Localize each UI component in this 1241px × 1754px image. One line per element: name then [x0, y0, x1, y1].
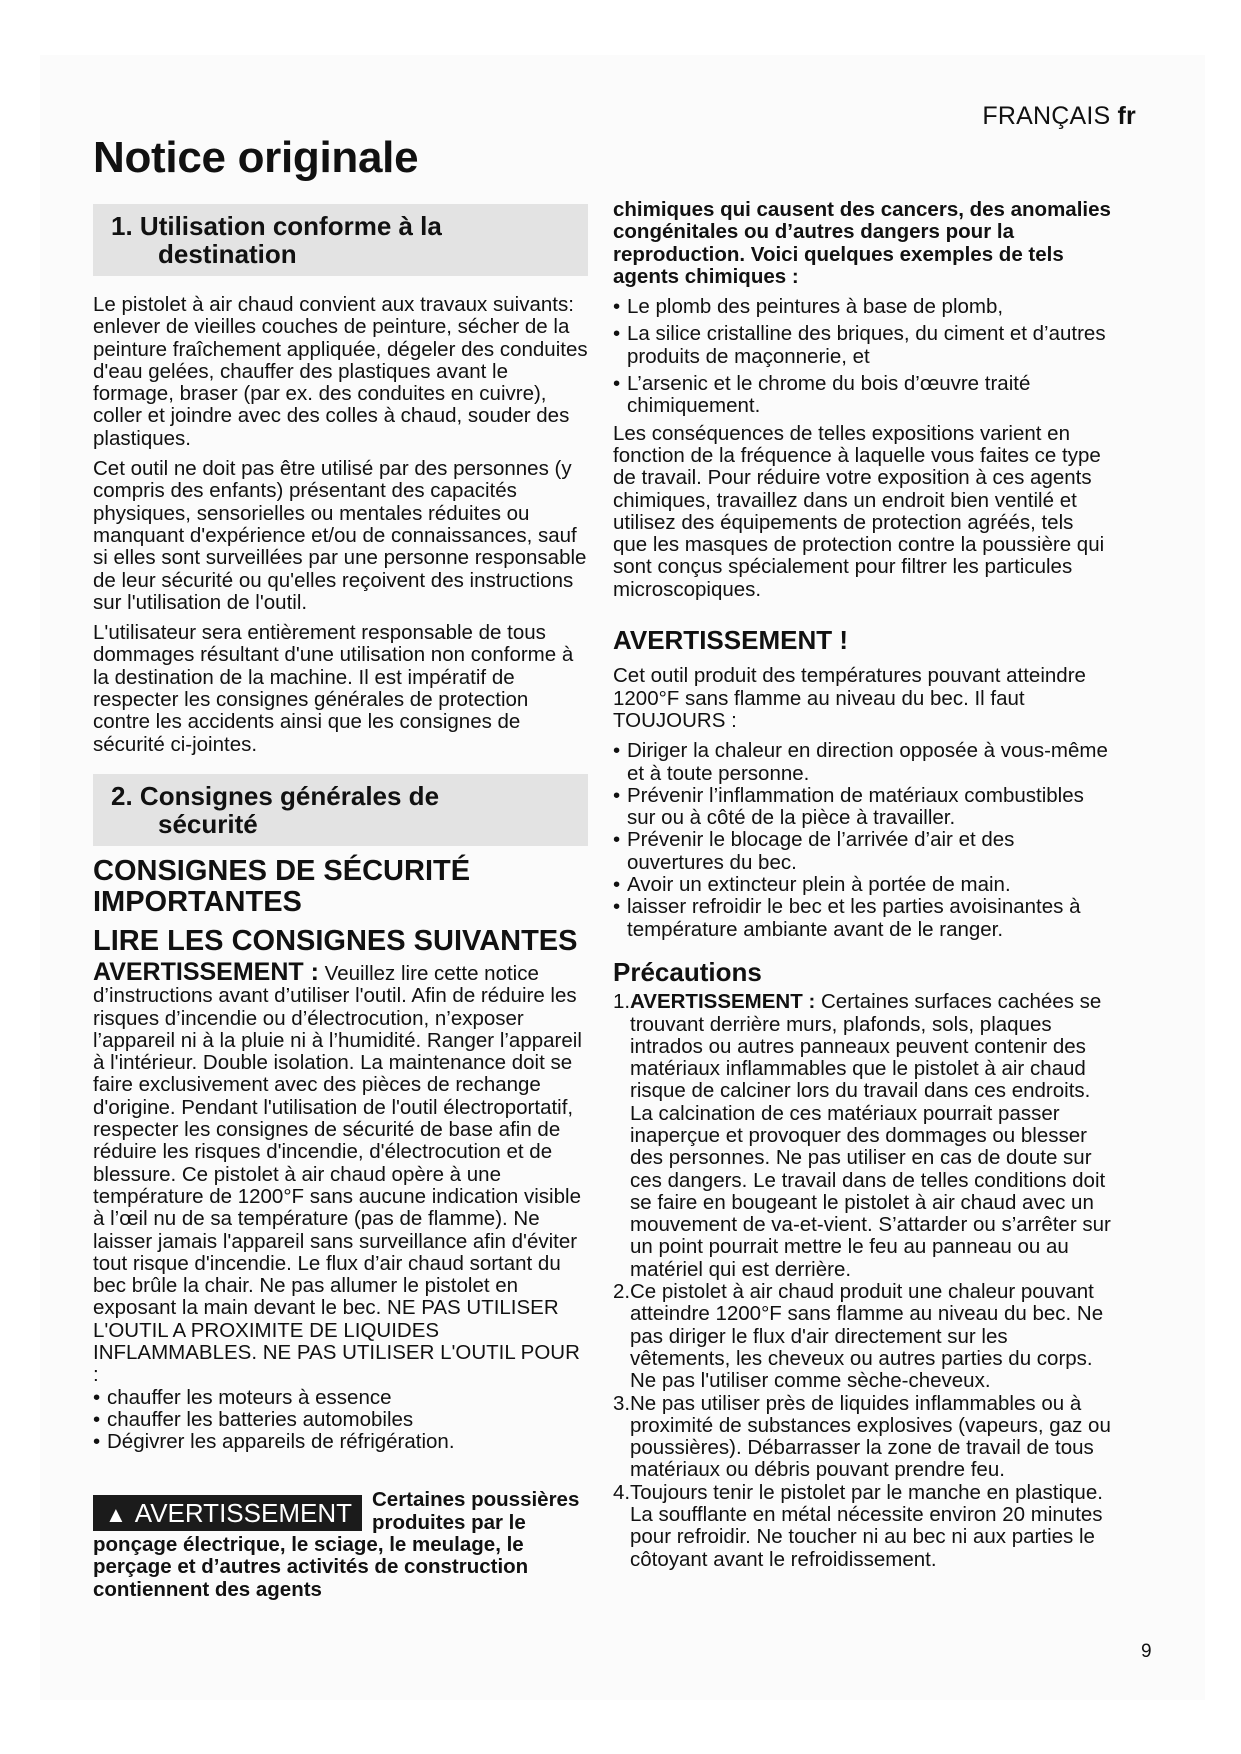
warning-triangle-icon: ▲	[105, 1502, 127, 1528]
list-item: • L’arsenic et le chrome du bois d’œuvre traité chimiquement.	[613, 373, 1113, 418]
list-item: • chauffer les moteurs à essence	[93, 1387, 588, 1409]
list-item: 4. Toujours tenir le pistolet par le manche en plastique. La soufflante en métal nécessite environ 20 minutes pour refroidir. Ne toucher ni au bec ni aux parties le côtoyant avant le refroidissement.	[613, 1480, 1103, 1571]
dust-warning-block	[93, 1489, 588, 1600]
list-item: • Prévenir le blocage de l’arrivée d’air et des ouvertures du bec.	[613, 829, 1113, 874]
page-number: 9	[1141, 1641, 1152, 1662]
list-item: • Diriger la chaleur en direction opposée à vous-même et à toute personne.	[613, 740, 1113, 785]
precautions-list	[613, 991, 1113, 1571]
read-instructions-heading: LIRE LES CONSIGNES SUIVANTES	[93, 924, 578, 957]
section-2-heading: 2. Consignes générales de sécurité	[93, 774, 588, 846]
list-item: • Prévenir l’inflammation de matériaux combustibles sur ou à côté de la pièce à travailler.	[613, 785, 1113, 830]
dust-warning-text: Certaines poussières produites par le ponçage électrique, le sciage, le meulage, le perçage et d’autres activités de construction contiennent des agents	[93, 1488, 580, 1601]
chemical-agents-list	[613, 296, 1113, 417]
list-item: • Le plomb des peintures à base de plomb,	[613, 296, 1113, 318]
warning-intro: Cet outil produit des températures pouvant atteindre 1200°F sans flamme au niveau du bec. Il faut TOUJOURS :	[613, 664, 1086, 732]
dust-warning-continued: chimiques qui causent des cancers, des anomalies congénitales ou d’autres dangers pour la reproduction. Voici quelques exemples de tels agents chimiques :	[613, 198, 1111, 288]
list-item: • La silice cristalline des briques, du ciment et d’autres produits de maçonnerie, et	[613, 323, 1113, 368]
section-1-heading: 1. Utilisation conforme à la destination	[93, 204, 588, 276]
right-column	[613, 199, 1113, 1571]
warning-heading: AVERTISSEMENT !	[613, 625, 848, 656]
precautions-heading: Précautions	[613, 956, 762, 987]
list-item: 1. AVERTISSEMENT : Certaines surfaces cachées se trouvant derrière murs, plafonds, sols, plaques intrados ou autres panneaux peuvent contenir des matériaux inflammables que le pistolet à air chaud risque de calciner lors du travail dans ces endroits. La calcination de ces matériaux pourrait passer inaperçue et provoquer des dommages ou blesser des personnes. Ne pas utiliser en cas de doute sur ces dangers. Le travail dans de telles conditions doit se faire en bougeant le pistolet à air chaud avec un mouvement de va-et-vient. S’attarder ou s’arrêter sur un point pourrait mettre le feu au panneau ou au matériel qui est derrière.	[613, 990, 1111, 1281]
section-1-intro: Le pistolet à air chaud convient aux travaux suivants: enlever de vieilles couches de peinture, sécher de la peinture fraîchement appliquée, dégeler des conduites d'eau gelées, chauffer des plastiques avant le formage, braser (par ex. des conduites en cuivre), coller et joindre avec des colles à chaud, souder des plastiques.	[93, 293, 588, 450]
list-item: • Dégivrer les appareils de réfrigération.	[93, 1431, 588, 1453]
section-1-paragraph-2: Cet outil ne doit pas être utilisé par des personnes (y compris des enfants) présentant des capacités physiques, sensorielles ou mentales réduites ou manquant d'expérience et/ou de connaissances, sauf si elles sont surveillées par une personne responsable de leur sécurité ou qu'elles reçoivent des instructions sur l'utilisation de l'outil.	[93, 457, 587, 614]
section-1-paragraph-3: L'utilisateur sera entièrement responsable de tous dommages résultant d'une utilisation non conforme à la destination de la machine. Il est impératif de respecter les consignes générales de protection contre les accidents ainsi que les consignes de sécurité ci-jointes.	[93, 621, 574, 756]
warning-label: AVERTISSEMENT :	[93, 957, 319, 986]
document-title: Notice originale	[93, 133, 419, 182]
list-item: 2. Ce pistolet à air chaud produit une chaleur pouvant atteindre 1200°F sans flamme au niveau du bec. Ne pas diriger le flux d'air directement sur les vêtements, les cheveux ou autres parties du corps. Ne pas l'utiliser comme sèche-cheveux.	[613, 1280, 1104, 1393]
always-list	[613, 740, 1113, 941]
do-not-use-list	[93, 1387, 588, 1454]
list-item: • Avoir un extincteur plein à portée de main.	[613, 874, 1113, 896]
important-safety-heading: CONSIGNES DE SÉCURITÉ IMPORTANTES	[93, 854, 471, 918]
exposure-paragraph: Les conséquences de telles expositions varient en fonction de la fréquence à laquelle vous faites ce type de travail. Pour réduire votre exposition à ces agents chimiques, travaillez dans un endroit bien ventilé et utilisez des équipements de protection agréés, tels que les masques de protection contre la poussière qui sont conçus spécialement pour filtrer les particules microscopiques.	[613, 421, 1105, 601]
left-column	[93, 204, 588, 1601]
general-warning: AVERTISSEMENT : Veuillez lire cette notice d’instructions avant d’utiliser l'outil. Afin de réduire les risques d’incendie ou d’électrocution, n’exposer l’appareil ni à la pluie ni à l’humidité. Ranger l’appareil à l'intérieur. Double isolation. La maintenance doit se faire exclusivement avec des pièces de rechange d'origine. Pendant l'utilisation de l'outil électroportatif, respecter les consignes de sécurité de base afin de réduire les risques d'incendie, d'électrocution et de blessure. Ce pistolet à air chaud opère à une température de 1200°F sans aucune indication visible à l’œil nu de sa température (pas de flamme). Ne laisser jamais l'appareil sans surveillance afin d'éviter tout risque d'incendie. Le flux d’air chaud sortant du bec brûle la chair. Ne pas allumer le pistolet en exposant la main devant le bec. NE PAS UTILISER L'OUTIL A PROXIMITE DE LIQUIDES INFLAMMABLES. NE PAS UTILISER L'OUTIL POUR :	[93, 957, 582, 1387]
list-item: • laisser refroidir le bec et les parties avoisinantes à température ambiante avant de le ranger.	[613, 896, 1113, 941]
language-label: FRANÇAIS fr	[982, 102, 1136, 130]
list-item: 3. Ne pas utiliser près de liquides inflammables ou à proximité de substances explosives (vapeurs, gaz ou poussières). Débarrasser la zone de travail de tous matériaux ou débris pouvant prendre feu.	[613, 1391, 1111, 1482]
list-item: • chauffer les batteries automobiles	[93, 1409, 588, 1431]
warning-badge: ▲ AVERTISSEMENT	[93, 1495, 362, 1531]
